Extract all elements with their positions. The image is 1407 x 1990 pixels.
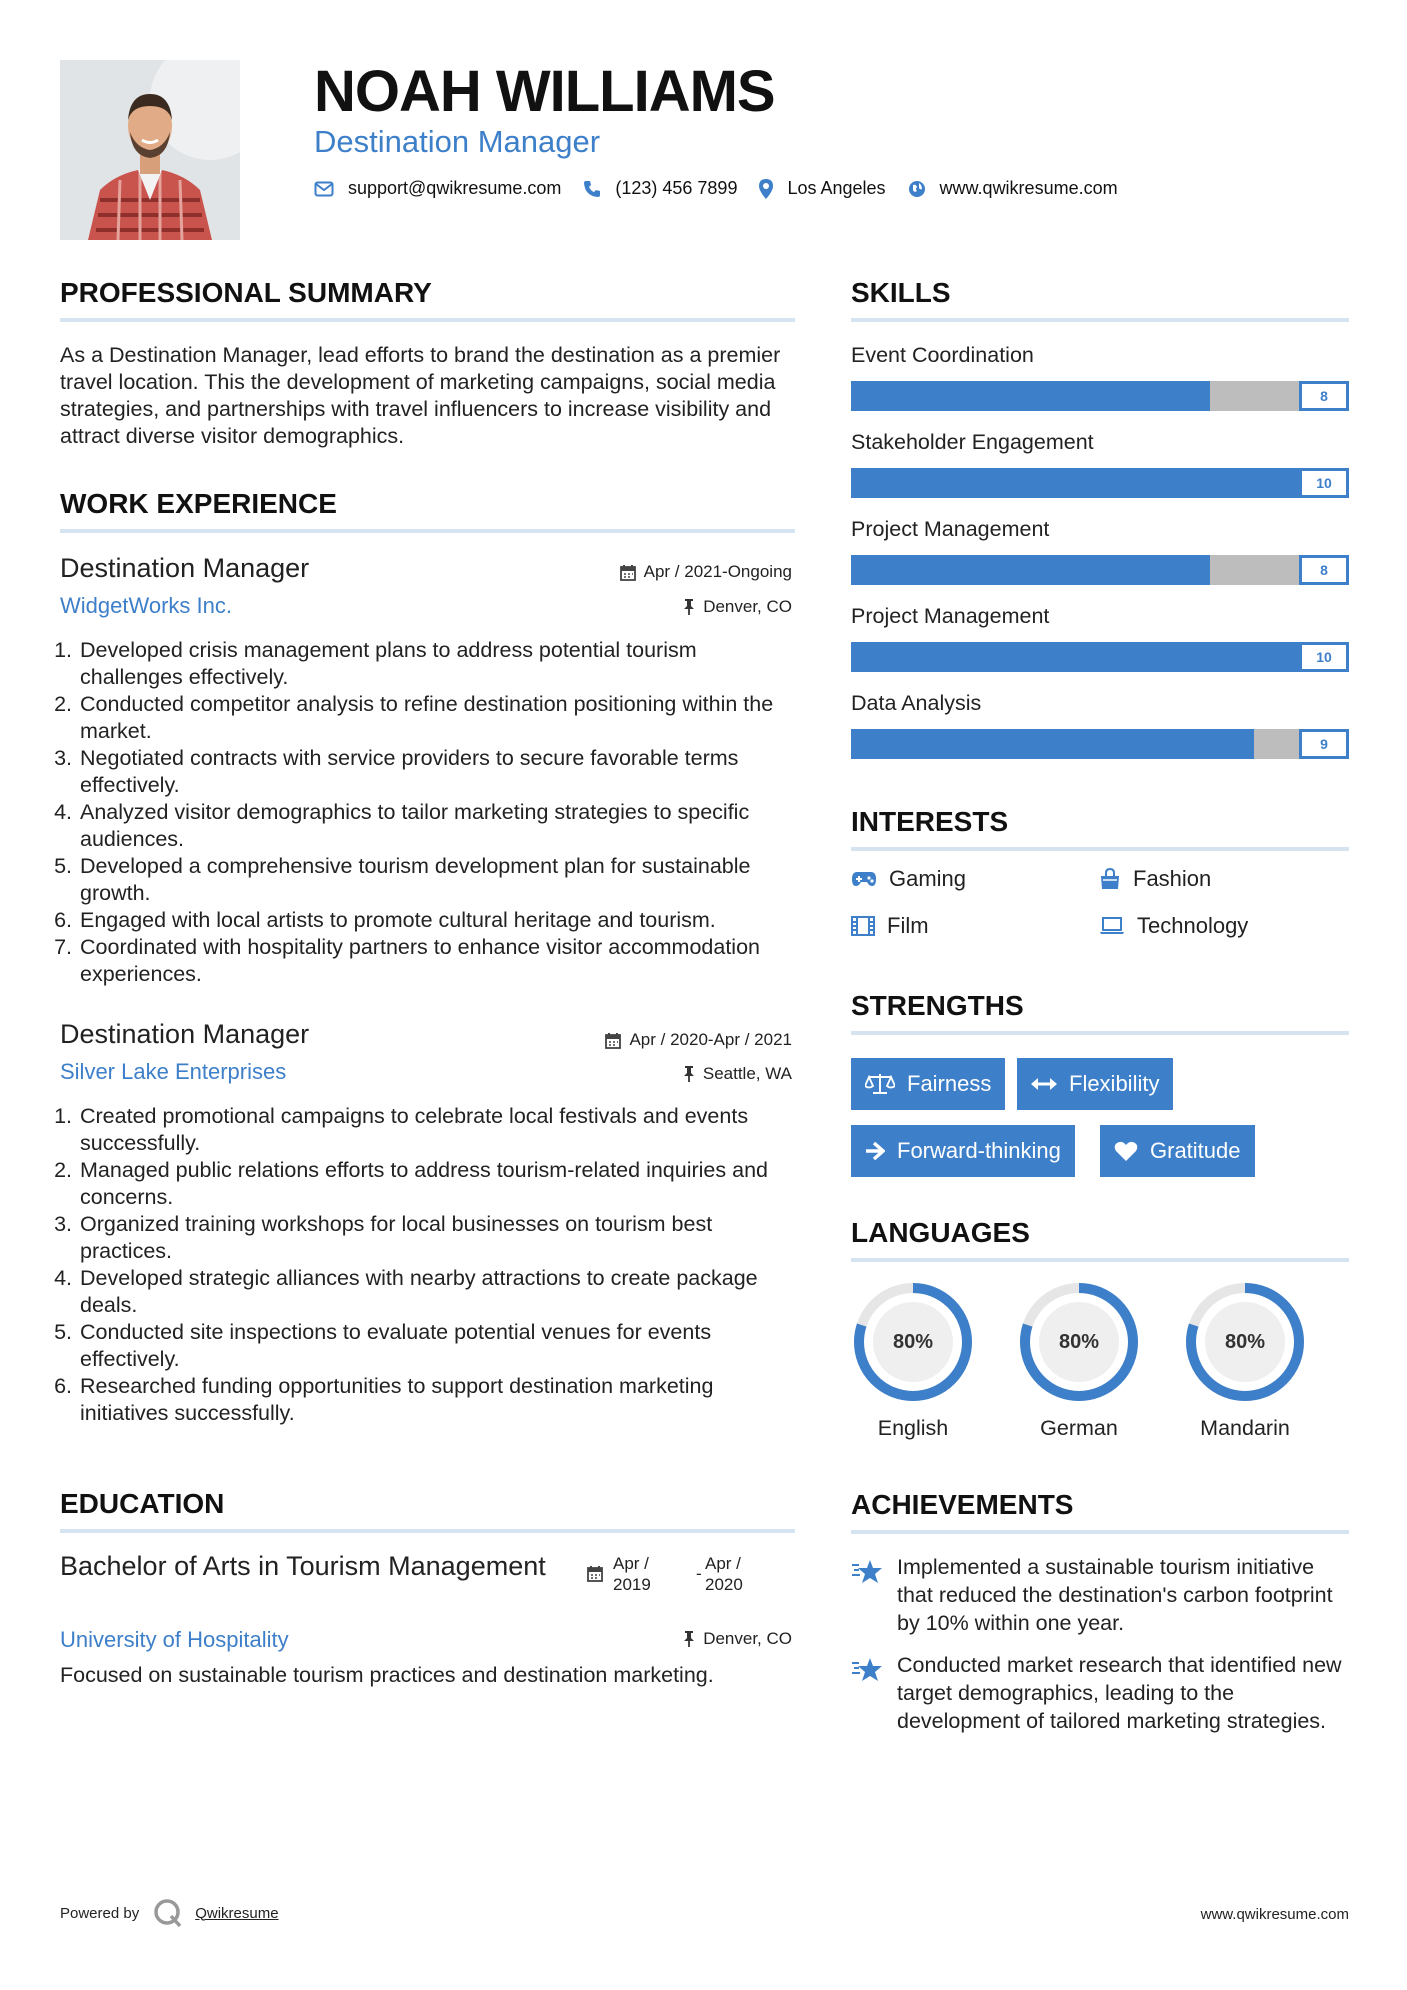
job-dates-text: Apr / 2021-Ongoing [643, 562, 792, 581]
profile-photo [60, 60, 240, 240]
education-school: University of Hospitality [60, 1627, 289, 1652]
summary-text: As a Destination Manager, lead efforts to brand the destination as a premier travel location. This the development of marketing campaigns, social media strategies, and partnerships with travel influencers to increase visibility and attract diverse visitor demographics. [60, 343, 781, 448]
list-item: 2. Managed public relations efforts to address tourism-related inquiries and concerns. [54, 1158, 768, 1209]
skill-bar-fill [851, 642, 1349, 672]
job-dates-text: Apr / 2020-Apr / 2021 [629, 1030, 792, 1049]
strengths-rule [851, 1031, 1349, 1035]
shopping-bag-icon [1099, 868, 1121, 890]
list-item: 6. Engaged with local artists to promote cultural heritage and tourism. [54, 908, 716, 932]
education-end-date: Apr / 2020 [705, 1554, 743, 1594]
job-bullets [54, 1103, 795, 1427]
location-text: Los Angeles [787, 178, 886, 198]
education-start-date: Apr / 2019 [613, 1554, 651, 1594]
language-item [1017, 1280, 1141, 1441]
footer-website[interactable]: www.qwikresume.com [1200, 1906, 1349, 1923]
list-item: 5. Conducted site inspections to evaluate potential venues for events effectively. [54, 1320, 712, 1371]
language-percent: 80% [1224, 1331, 1266, 1353]
language-name: German [1040, 1416, 1118, 1440]
list-item: 1. Created promotional campaigns to celebrate local festivals and events successfully. [54, 1104, 749, 1155]
job-dates [605, 1030, 792, 1050]
work-heading: WORK EXPERIENCE [60, 488, 337, 519]
achievements-rule [851, 1530, 1349, 1534]
candidate-name: NOAH WILLIAMS [314, 59, 775, 124]
website-text: www.qwikresume.com [939, 178, 1118, 198]
interests-rule [851, 847, 1349, 851]
strength-badge: Flexibility [1017, 1058, 1173, 1110]
skills-heading: SKILLS [851, 277, 951, 308]
interest-item: Technology [1099, 913, 1248, 939]
skill-level: 10 [1299, 468, 1349, 498]
languages-rule [851, 1258, 1349, 1262]
gamepad-icon [851, 870, 877, 888]
pushpin-icon [683, 1630, 695, 1648]
job-title: Destination Manager [60, 1019, 310, 1049]
language-name: English [877, 1416, 949, 1440]
balance-scale-icon [865, 1073, 895, 1095]
language-percent: 80% [1058, 1331, 1100, 1353]
list-item: 3. Organized training workshops for local businesses on tourism best practices. [54, 1212, 713, 1263]
language-percent: 80% [892, 1331, 934, 1353]
skill-label: Stakeholder Engagement [851, 430, 1094, 454]
language-name: Mandarin [1200, 1416, 1290, 1440]
skill-label: Event Coordination [851, 343, 1034, 367]
film-icon [851, 916, 875, 936]
footer-brand-link[interactable]: Qwikresume [195, 1904, 279, 1922]
contact-phone[interactable] [583, 178, 737, 199]
achievement-item: Conducted market research that identified new target demographics, leading to the development of tailored marketing strategies. [851, 1651, 1351, 1735]
star-icon [851, 1657, 883, 1683]
skill-level: 10 [1299, 642, 1349, 672]
envelope-icon [314, 181, 334, 197]
job-dates [620, 562, 792, 582]
summary-rule [60, 318, 795, 322]
skill-bar [851, 468, 1349, 498]
interest-item: Gaming [851, 866, 966, 892]
skill-level: 8 [1299, 555, 1349, 585]
map-marker-icon [759, 179, 773, 199]
skill-bar [851, 729, 1349, 759]
language-item [851, 1280, 975, 1441]
interest-item: Fashion [1099, 866, 1211, 892]
list-item: 5. Developed a comprehensive tourism development plan for sustainable growth. [54, 854, 751, 905]
skill-bar [851, 642, 1349, 672]
job-company: WidgetWorks Inc. [60, 593, 232, 618]
job-bullets [54, 637, 795, 988]
interest-item: Film [851, 913, 929, 939]
phone-text: (123) 456 7899 [615, 178, 738, 198]
languages-heading: LANGUAGES [851, 1217, 1030, 1248]
strengths-heading: STRENGTHS [851, 990, 1024, 1021]
skill-bar-fill [851, 468, 1349, 498]
skills-rule [851, 318, 1349, 322]
education-date-separator: - [696, 1564, 702, 1583]
skill-bar [851, 381, 1349, 411]
job-location [683, 1064, 792, 1084]
qwikresume-logo-icon [153, 1898, 183, 1928]
star-icon [851, 1559, 883, 1585]
list-item: 2. Conducted competitor analysis to refine destination positioning within the market. [54, 692, 774, 743]
list-item: 4. Analyzed visitor demographics to tailor marketing strategies to specific audiences. [54, 800, 750, 851]
education-location-text: Denver, CO [703, 1629, 792, 1648]
education-location [683, 1629, 792, 1649]
arrow-right-icon [865, 1141, 885, 1161]
skill-bar-fill [851, 555, 1210, 585]
skill-bar-fill [851, 729, 1254, 759]
skill-label: Project Management [851, 517, 1050, 541]
job-location-text: Denver, CO [703, 597, 792, 616]
list-item: 1. Developed crisis management plans to address potential tourism challenges effectively. [54, 638, 697, 689]
contact-website[interactable] [908, 178, 1118, 199]
work-rule [60, 529, 795, 533]
job-title: Destination Manager [60, 553, 310, 583]
language-item [1183, 1280, 1307, 1441]
summary-heading: PROFESSIONAL SUMMARY [60, 277, 432, 308]
education-degree: Bachelor of Arts in Tourism Management [60, 1551, 546, 1581]
strength-badge: Forward-thinking [851, 1125, 1075, 1177]
globe-icon [908, 180, 926, 198]
list-item: 4. Developed strategic alliances with nearby attractions to create package deals. [54, 1266, 758, 1317]
list-item: 6. Researched funding opportunities to support destination marketing initiatives successfully. [54, 1374, 714, 1425]
skill-bar-fill [851, 381, 1210, 411]
interests-heading: INTERESTS [851, 806, 1009, 837]
job-location [683, 597, 792, 617]
calendar-icon [587, 1565, 603, 1582]
education-heading: EDUCATION [60, 1488, 225, 1519]
phone-icon [583, 180, 601, 198]
job-company: Silver Lake Enterprises [60, 1059, 287, 1084]
pushpin-icon [683, 598, 695, 616]
contact-row [314, 178, 1140, 199]
language-ring [851, 1280, 975, 1404]
email-text: support@qwikresume.com [348, 178, 562, 198]
calendar-icon [620, 564, 636, 581]
contact-location [759, 178, 885, 199]
laptop-icon [1099, 917, 1125, 935]
achievements-heading: ACHIEVEMENTS [851, 1489, 1074, 1520]
pushpin-icon [683, 1065, 695, 1083]
calendar-icon [605, 1032, 621, 1049]
list-item: 7. Coordinated with hospitality partners to enhance visitor accommodation experiences. [54, 935, 761, 986]
skill-label: Project Management [851, 604, 1050, 628]
heart-icon [1114, 1141, 1138, 1162]
candidate-role: Destination Manager [314, 124, 601, 159]
strength-badge: Gratitude [1100, 1125, 1255, 1177]
language-ring [1017, 1280, 1141, 1404]
education-rule [60, 1529, 795, 1533]
job-location-text: Seattle, WA [702, 1064, 792, 1083]
achievement-item: Implemented a sustainable tourism initiative that reduced the destination's carbon footprint by 10% within one year. [851, 1553, 1351, 1637]
list-item: 3. Negotiated contracts with service providers to secure favorable terms effectively. [54, 746, 739, 797]
arrows-horizontal-icon [1031, 1077, 1057, 1091]
skill-level: 9 [1299, 729, 1349, 759]
contact-email[interactable] [314, 178, 561, 199]
education-description: Focused on sustainable tourism practices and destination marketing. [60, 1663, 714, 1687]
skill-level: 8 [1299, 381, 1349, 411]
language-ring [1183, 1280, 1307, 1404]
skill-bar [851, 555, 1349, 585]
strength-badge: Fairness [851, 1058, 1005, 1110]
skill-label: Data Analysis [851, 691, 982, 715]
footer-powered-by: Powered by Qwikresume [60, 1898, 279, 1928]
